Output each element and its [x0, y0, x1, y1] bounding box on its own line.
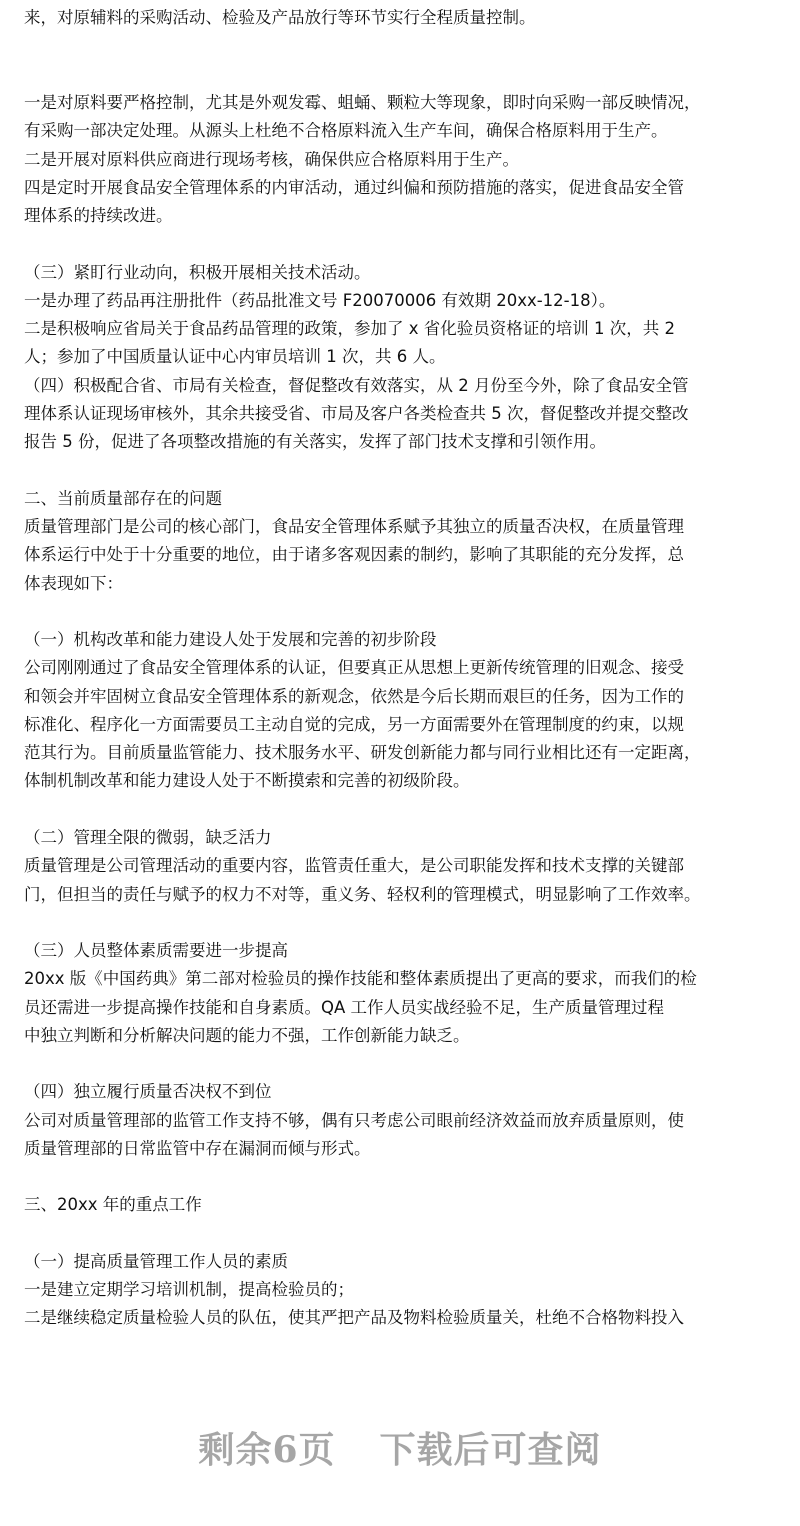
blank-line: [24, 33, 776, 61]
download-more-banner[interactable]: [0, 1422, 800, 1473]
paragraph-line: （二）管理全限的微弱，缺乏活力: [24, 827, 272, 847]
paragraph-line: 二、当前质量部存在的问题: [24, 488, 222, 508]
blank-line: [24, 1163, 776, 1191]
paragraph-line: 范其行为。目前质量监管能力、技术服务水平、研发创新能力都与同行业相比还有一定距离，: [24, 743, 701, 763]
blank-line: [24, 598, 776, 626]
paragraph-line: 一是建立定期学习培训机制，提高检验员的；: [24, 1280, 354, 1300]
paragraph-line: 体表现如下：: [24, 573, 123, 593]
paragraph-line: （三）人员整体素质需要进一步提高: [24, 941, 288, 961]
paragraph-line: （四）独立履行质量否决权不到位: [24, 1082, 272, 1102]
blank-line: [24, 909, 776, 937]
paragraph-line: （四）积极配合省、市局有关检查，督促整改有效落实，从 2 月份至今外，除了食品安全管: [24, 375, 689, 395]
paragraph-line: 质量管理部门是公司的核心部门，食品安全管理体系赋予其独立的质量否决权，在质量管理: [24, 517, 684, 537]
paragraph-line: （三）紧盯行业动向，积极开展相关技术活动。: [24, 262, 371, 282]
paragraph-line: 体系运行中处于十分重要的地位，由于诸多客观因素的制约，影响了其职能的充分发挥，总: [24, 545, 684, 565]
paragraph-line: 员还需进一步提高操作技能和自身素质。QA 工作人员实战经验不足，生产质量管理过程: [24, 997, 665, 1017]
paragraph-line: 中独立判断和分析解决问题的能力不强，工作创新能力缺乏。: [24, 1025, 470, 1045]
paragraph-line: 体制机制改革和能力建设人处于不断摸索和完善的初级阶段。: [24, 771, 470, 791]
paragraph-line: 二是继续稳定质量检验人员的队伍，使其严把产品及物料检验质量关，杜绝不合格物料投入: [24, 1308, 684, 1328]
paragraph-line: 四是定时开展食品安全管理体系的内审活动，通过纠偏和预防措施的落实，促进食品安全管: [24, 177, 684, 197]
paragraph-line: 理体系的持续改进。: [24, 206, 173, 226]
paragraph-line: 一是对原料要严格控制，尤其是外观发霉、蛆蛹、颗粒大等现象，即时向采购一部反映情况，: [24, 93, 701, 113]
paragraph-line: 门，但担当的责任与赋予的权力不对等，重义务、轻权利的管理模式，明显影响了工作效率。: [24, 884, 701, 904]
document-body: [24, 0, 776, 1333]
paragraph-line: 二是积极响应省局关于食品药品管理的政策，参加了 x 省化验员资格证的培训 1 次，共 2: [24, 319, 675, 339]
blank-line: [24, 1050, 776, 1078]
paragraph-line: 二是开展对原料供应商进行现场考核，确保供应合格原料用于生产。: [24, 149, 519, 169]
paragraph-line: 标准化、程序化一方面需要员工主动自觉的完成，另一方面需要外在管理制度的约束，以规: [24, 714, 684, 734]
paragraph-line: 有采购一部决定处理。从源头上杜绝不合格原料流入生产车间，确保合格原料用于生产。: [24, 121, 668, 141]
paragraph-line: （一）提高质量管理工作人员的素质: [24, 1251, 288, 1271]
blank-line: [24, 230, 776, 258]
paragraph-line: （一）机构改革和能力建设人处于发展和完善的初步阶段: [24, 630, 437, 650]
paragraph-line: 和领会并牢固树立食品安全管理体系的新观念，依然是今后长期而艰巨的任务，因为工作的: [24, 686, 684, 706]
blank-line: [24, 61, 776, 89]
paragraph-line: 人；参加了中国质量认证中心内审员培训 1 次，共 6 人。: [24, 347, 446, 367]
blank-line: [24, 1220, 776, 1248]
paragraph-line: 公司刚刚通过了食品安全管理体系的认证，但要真正从思想上更新传统管理的旧观念、接受: [24, 658, 684, 678]
remaining-pages-label: 剩余6页: [198, 1429, 336, 1471]
download-prompt-label[interactable]: 下载后可查阅: [379, 1429, 602, 1471]
blank-line: [24, 457, 776, 485]
paragraph-line: 来，对原辅料的采购活动、检验及产品放行等环节实行全程质量控制。: [24, 8, 536, 28]
paragraph-line: 理体系认证现场审核外，其余共接受省、市局及客户各类检查共 5 次，督促整改并提交整改: [24, 403, 689, 423]
paragraph-line: 公司对质量管理部的监管工作支持不够，偶有只考虑公司眼前经济效益而放弃质量原则，使: [24, 1110, 684, 1130]
paragraph-line: 质量管理是公司管理活动的重要内容，监管责任重大，是公司职能发挥和技术支撑的关键部: [24, 856, 684, 876]
blank-line: [24, 796, 776, 824]
paragraph-line: 一是办理了药品再注册批件（药品批准文号 F20070006 有效期 20xx-12-18）。: [24, 290, 616, 310]
paragraph-line: 20xx 版《中国药典》第二部对检验员的操作技能和整体素质提出了更高的要求，而我们的检: [24, 969, 697, 989]
paragraph-line: 质量管理部的日常监管中存在漏洞而倾与形式。: [24, 1138, 371, 1158]
paragraph-line: 三、20xx 年的重点工作: [24, 1195, 202, 1215]
paragraph-line: 报告 5 份，促进了各项整改措施的有关落实，发挥了部门技术支撑和引领作用。: [24, 432, 606, 452]
